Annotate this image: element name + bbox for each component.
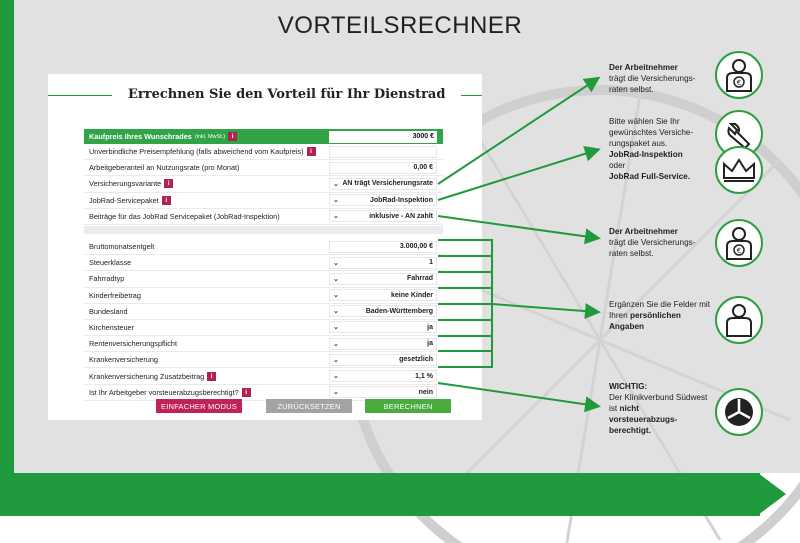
form-row [84, 352, 443, 368]
field-input[interactable] [329, 146, 437, 158]
callout-insurance-2: Der Arbeitnehmer trägt die Versicherungs-raten selbst. [609, 227, 696, 258]
chevron-down-icon: ⌄ [333, 275, 339, 283]
form-row [84, 193, 443, 209]
reset-button[interactable]: ZURÜCKSETZEN [266, 399, 352, 413]
page-title: VORTEILSRECHNER [277, 12, 523, 39]
field-select[interactable] [329, 194, 437, 206]
chevron-down-icon: ⌄ [333, 324, 339, 332]
field-select[interactable] [329, 305, 437, 317]
calculator-panel [48, 74, 482, 420]
field-label: Rentenversicherungspflicht [89, 339, 178, 349]
svg-text:€: € [736, 79, 742, 87]
chevron-down-icon: ⌄ [333, 373, 339, 381]
field-value: Fahrrad [406, 275, 433, 283]
arrow-right-icon [758, 473, 786, 515]
callout-important: WICHTIG: Der Klinikverbund Südwest ist nicht vorsteuerabzugs-berechtigt. [609, 382, 708, 435]
callout-personal-data: Ergänzen Sie die Felder mit Ihren persönlichen Angaben [609, 300, 711, 331]
field-label: Ist Ihr Arbeitgeber vorsteuerabzugsberechtigt? [89, 387, 239, 397]
person-icon [715, 296, 763, 344]
field-value: gesetzlich [399, 356, 433, 364]
form-row [84, 176, 443, 192]
field-select[interactable] [329, 354, 437, 366]
person-euro-icon [715, 51, 763, 99]
field-label: Versicherungsvariante [89, 179, 162, 189]
field-select[interactable] [329, 321, 437, 333]
section-divider [84, 226, 443, 234]
chevron-down-icon: ⌄ [333, 308, 339, 316]
form-row [84, 336, 443, 352]
crown-icon [715, 146, 763, 194]
info-icon[interactable]: i [242, 388, 251, 397]
callout-servicepackage: Bitte wählen Sie Ihr gewünschtes Versiche-rungspaket aus. JobRad-Inspektion oder JobRad Full-Service. [609, 117, 694, 181]
field-input[interactable] [329, 162, 437, 174]
form-rows [84, 129, 443, 401]
chevron-down-icon: ⌄ [333, 292, 339, 300]
chevron-down-icon: ⌄ [333, 213, 339, 221]
field-select[interactable] [329, 386, 437, 398]
form-row [84, 320, 443, 336]
field-select[interactable] [329, 210, 437, 222]
form-row [84, 304, 443, 320]
field-value: inklusive - AN zahlt [369, 212, 433, 220]
field-select[interactable] [329, 370, 437, 382]
info-icon[interactable]: i [164, 179, 173, 188]
field-label: Kirchensteuer [89, 322, 135, 332]
field-value: Baden-Württemberg [365, 307, 433, 315]
form-row [84, 368, 443, 384]
info-icon[interactable]: i [207, 372, 216, 381]
field-label: Bruttomonatsentgelt [89, 242, 155, 252]
field-value: JobRad-Inspektion [369, 196, 433, 204]
chevron-down-icon: ⌄ [333, 180, 339, 188]
field-label: Bundesland [89, 306, 128, 316]
svg-text:€: € [736, 247, 742, 255]
price-label: Kaufpreis Ihres Wunschrades [89, 132, 192, 141]
form-row [84, 288, 443, 304]
field-select[interactable] [329, 338, 437, 350]
field-value: nein [418, 388, 433, 396]
calculator-heading: Errechnen Sie den Vorteil für Ihr Dienstrad [112, 87, 461, 102]
easy-mode-button[interactable]: EINFACHER MODUS [156, 399, 242, 413]
field-value: 1,1 % [415, 372, 433, 380]
person-euro-icon-2 [715, 219, 763, 267]
callout-insurance-1: Der Arbeitnehmer trägt die Versicherungs-raten selbst. [609, 63, 696, 94]
chevron-down-icon: ⌄ [333, 389, 339, 397]
price-row [84, 129, 443, 144]
field-select[interactable] [329, 273, 437, 285]
field-value: ja [427, 340, 433, 348]
field-label: Unverbindliche Preisempfehlung (falls abweichend vom Kaufpreis) [89, 147, 304, 157]
field-label: Krankenversicherung [89, 355, 158, 365]
field-value: 0,00 € [413, 164, 433, 172]
chevron-down-icon: ⌄ [333, 356, 339, 364]
field-select[interactable] [329, 178, 437, 190]
green-frame-left [0, 0, 14, 516]
field-label: Kinderfreibetrag [89, 290, 141, 300]
field-value: keine Kinder [390, 291, 433, 299]
field-input[interactable] [329, 241, 437, 253]
field-select[interactable] [329, 257, 437, 269]
green-frame-bottom [0, 473, 760, 516]
field-value: 3.000,00 € [399, 243, 433, 251]
calculate-button[interactable]: BERECHNEN [365, 399, 451, 413]
field-select[interactable] [329, 289, 437, 301]
form-row [84, 160, 443, 176]
price-label-small: (inkl. MwSt.) [194, 133, 226, 140]
chevron-down-icon: ⌄ [333, 259, 339, 267]
field-value: AN trägt Versicherungsrate [342, 180, 433, 188]
field-label: JobRad-Servicepaket [89, 195, 159, 205]
form-row [84, 239, 443, 255]
field-label: Steuerklasse [89, 258, 132, 268]
form-row [84, 271, 443, 287]
field-label: Krankenversicherung Zusatzbeitrag [89, 371, 205, 381]
field-value: 1 [429, 259, 433, 267]
field-value: ja [427, 323, 433, 331]
form-row [84, 144, 443, 160]
info-icon[interactable]: i [307, 147, 316, 156]
info-icon[interactable]: i [228, 132, 237, 141]
info-icon[interactable]: i [162, 196, 171, 205]
field-label: Arbeitgeberanteil an Nutzungsrate (pro Monat) [89, 163, 240, 173]
chevron-down-icon: ⌄ [333, 340, 339, 348]
chevron-down-icon: ⌄ [333, 197, 339, 205]
price-input[interactable]: 3000 € [329, 131, 437, 143]
form-row [84, 209, 443, 225]
aperture-icon [715, 388, 763, 436]
field-label: Beiträge für das JobRad Servicepaket (JobRad-Inspektion) [89, 211, 280, 221]
form-row [84, 255, 443, 271]
field-label: Fahrradtyp [89, 274, 125, 284]
